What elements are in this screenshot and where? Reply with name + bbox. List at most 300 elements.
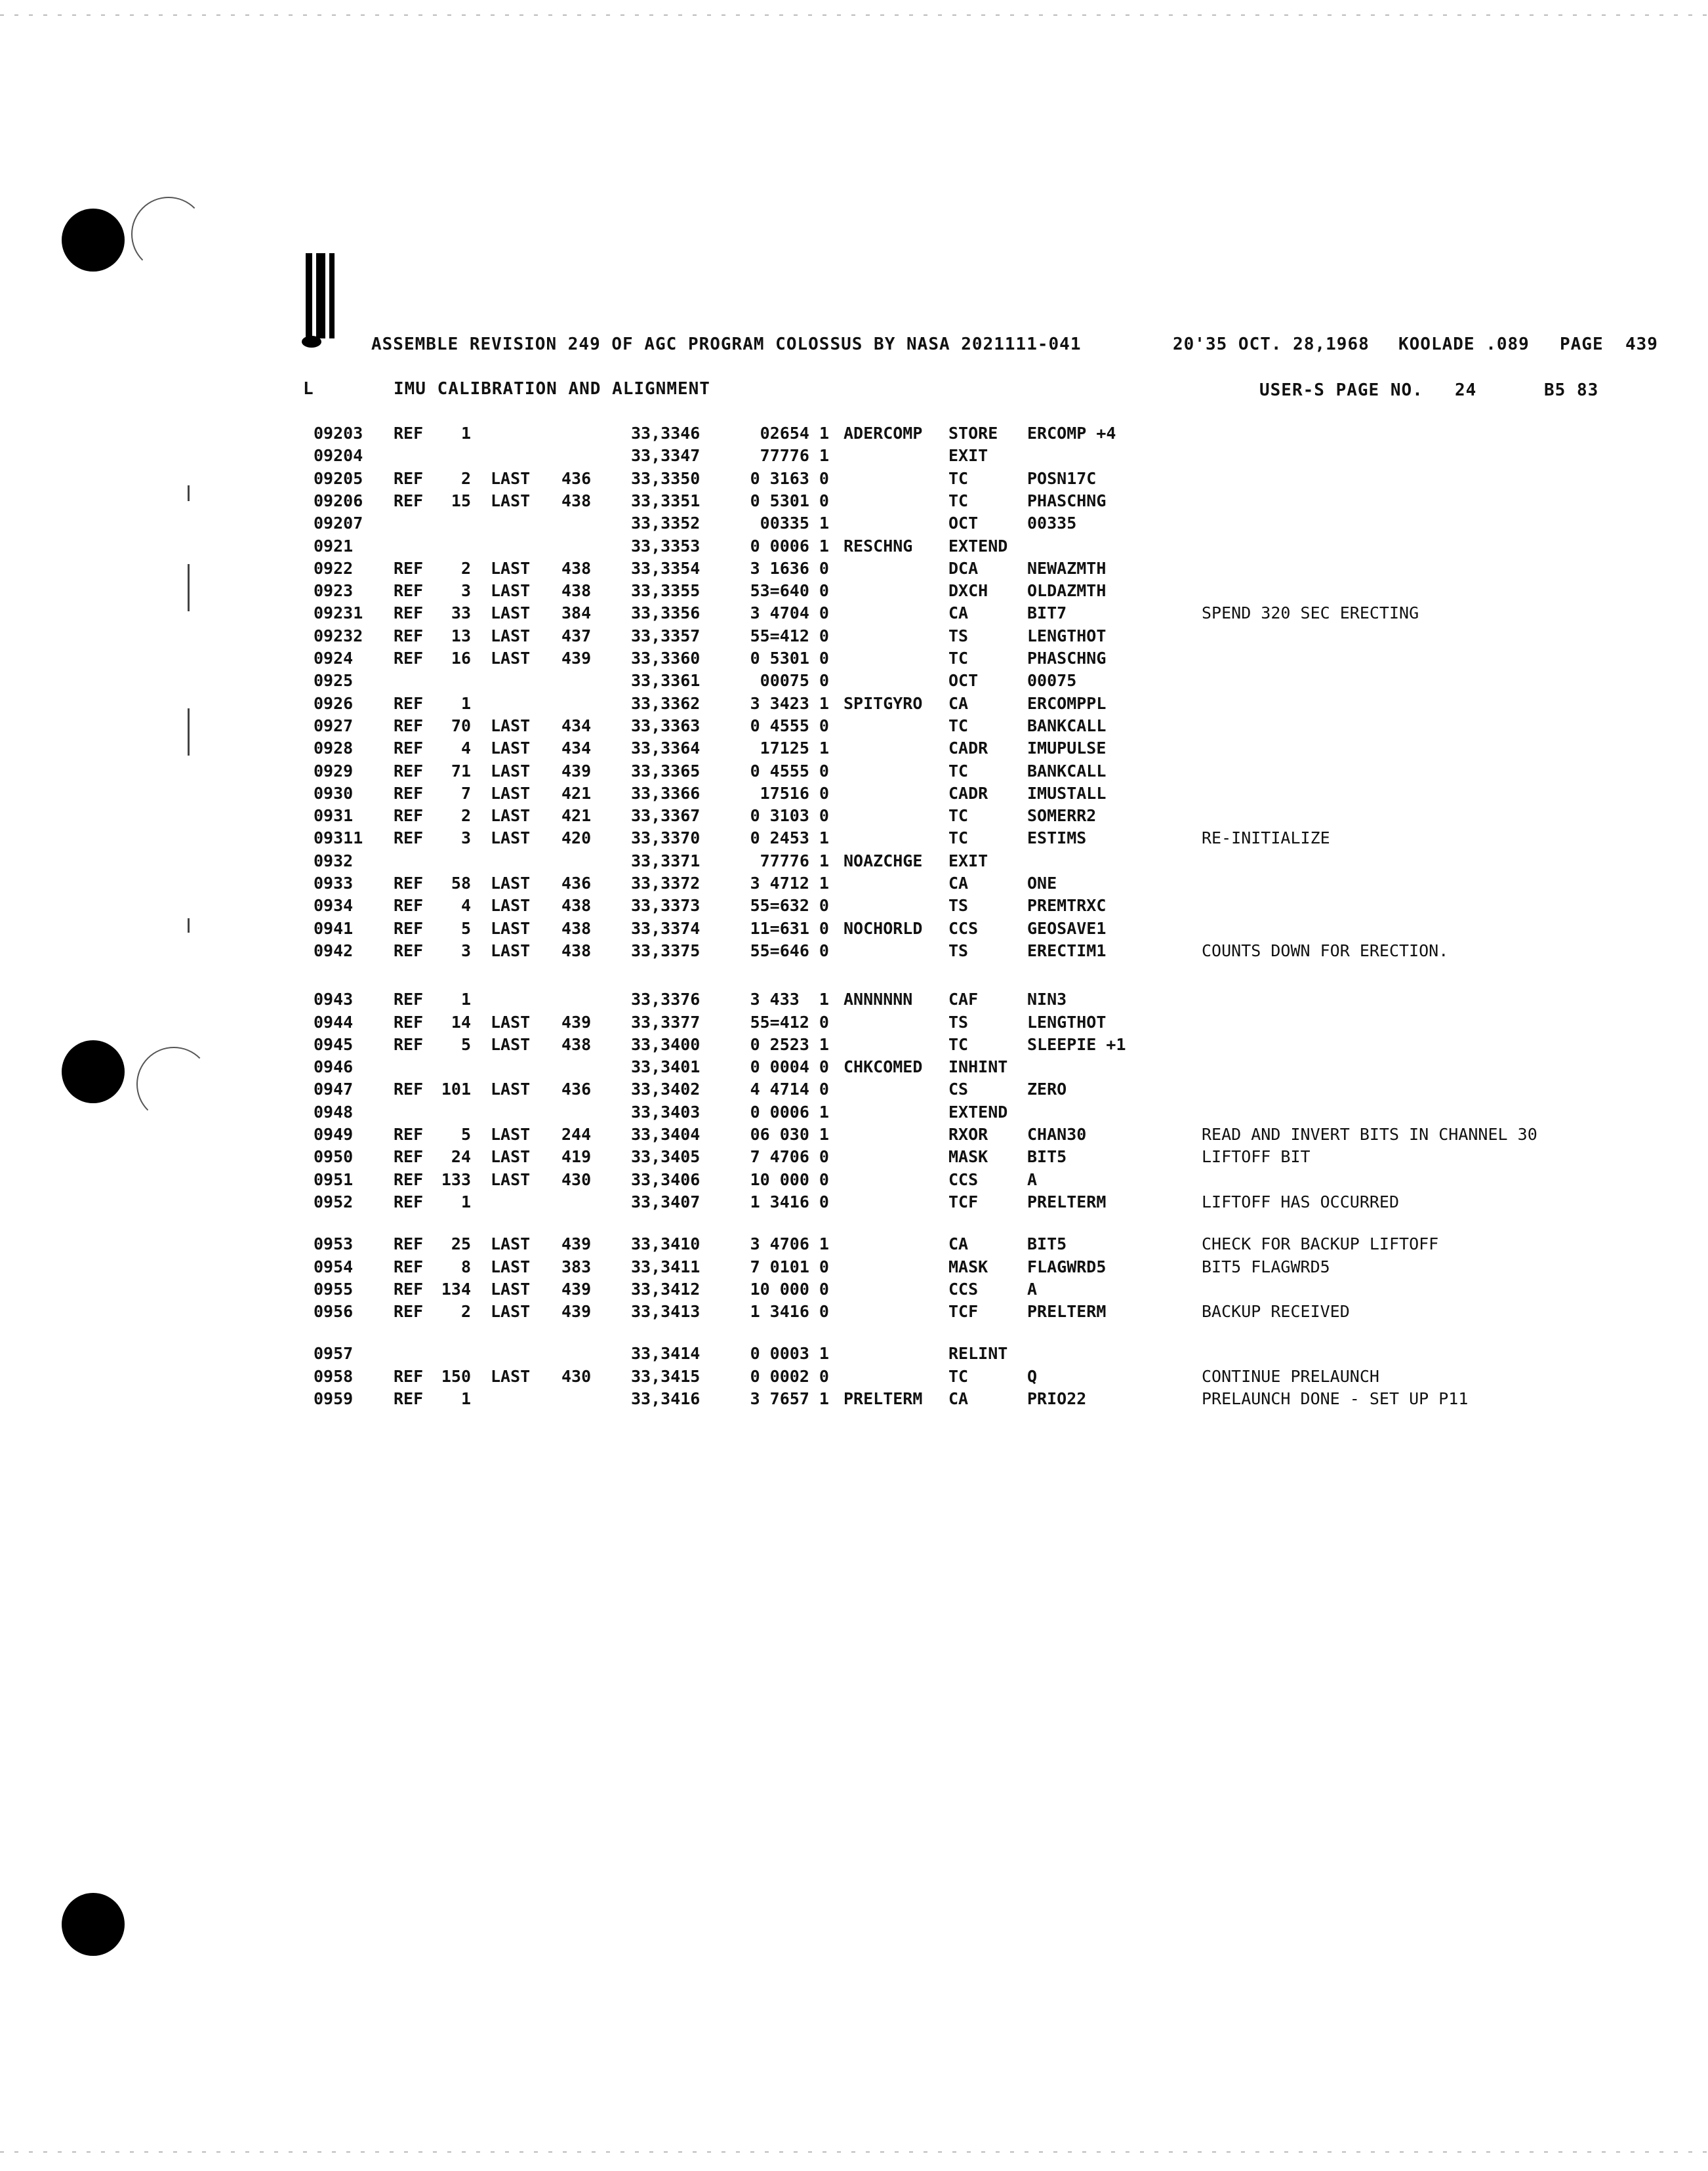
- listing-ref: REF: [394, 716, 424, 735]
- listing-addr: 33,3406: [631, 1169, 701, 1189]
- listing-word: 11=631 0: [750, 918, 829, 938]
- listing-op: INHINT: [948, 1057, 1008, 1077]
- listing-seq: 09206: [314, 491, 363, 510]
- listing-label: NOAZCHGE: [844, 851, 923, 870]
- listing-word: 0 0006 1: [750, 536, 829, 556]
- section-title: IMU CALIBRATION AND ALIGNMENT: [394, 379, 710, 399]
- listing-operand: 00075: [1027, 671, 1077, 691]
- listing-op: CCS: [948, 1279, 979, 1299]
- listing-last: LAST: [491, 1257, 531, 1276]
- listing-op: CA: [948, 693, 969, 713]
- listing-row: [0, 941, 1708, 964]
- header-datetime: 20'35 OCT. 28,1968: [1173, 335, 1370, 354]
- listing-op: EXTEND: [948, 1102, 1008, 1122]
- listing-word: 3 433 1: [750, 990, 829, 1009]
- listing-row: [0, 603, 1708, 626]
- listing-refn: 2: [460, 468, 471, 488]
- listing-refn: 3: [460, 828, 471, 848]
- listing-refn: 134: [441, 1279, 471, 1299]
- listing-last: LAST: [491, 626, 531, 645]
- listing-ref: REF: [394, 626, 424, 645]
- listing-op: TC: [948, 761, 969, 781]
- listing-last: LAST: [491, 1080, 531, 1099]
- listing-last: LAST: [491, 558, 531, 578]
- listing-word: 77776 1: [760, 446, 829, 466]
- listing-lastn: 439: [561, 649, 592, 668]
- listing-word: 00075 0: [760, 671, 829, 691]
- listing-op: TS: [948, 941, 969, 960]
- listing-word: 10 000 0: [750, 1279, 829, 1299]
- listing-op: TC: [948, 806, 969, 826]
- listing-row: [0, 896, 1708, 918]
- listing-op: DXCH: [948, 581, 988, 601]
- listing-seq: 0946: [314, 1057, 354, 1077]
- listing-lastn: 421: [561, 806, 592, 826]
- listing-operand: CHAN30: [1027, 1125, 1087, 1144]
- listing-operand: ERCOMP +4: [1027, 424, 1116, 443]
- listing-last: LAST: [491, 1302, 531, 1322]
- listing-ref: REF: [394, 874, 424, 893]
- listing-comment: CHECK FOR BACKUP LIFTOFF: [1202, 1234, 1439, 1254]
- listing-lastn: 438: [561, 491, 592, 510]
- listing-word: 7 4706 0: [750, 1147, 829, 1167]
- listing-operand: ONE: [1027, 874, 1057, 893]
- header-code: B5 83: [1544, 380, 1599, 400]
- listing-op: DCA: [948, 558, 979, 578]
- listing-op: TC: [948, 1366, 969, 1386]
- listing-addr: 33,3373: [631, 896, 701, 916]
- listing-addr: 33,3377: [631, 1012, 701, 1032]
- listing-refn: 14: [451, 1012, 471, 1032]
- listing-op: CA: [948, 603, 969, 623]
- listing-addr: 33,3347: [631, 446, 701, 466]
- listing-operand: NIN3: [1027, 990, 1067, 1009]
- listing-row: [0, 581, 1708, 603]
- listing-word: 0 0003 1: [750, 1344, 829, 1364]
- listing-word: 06 030 1: [750, 1125, 829, 1144]
- listing-word: 0 3103 0: [750, 806, 829, 826]
- listing-seq: 0933: [314, 874, 354, 893]
- listing-lastn: 419: [561, 1147, 592, 1167]
- listing-ref: REF: [394, 783, 424, 803]
- listing-row: [0, 626, 1708, 649]
- listing-ref: REF: [394, 828, 424, 848]
- listing-last: LAST: [491, 1169, 531, 1189]
- listing-seq: 0959: [314, 1389, 354, 1408]
- listing-op: CADR: [948, 783, 988, 803]
- listing-last: LAST: [491, 761, 531, 781]
- listing-operand: PRELTERM: [1027, 1302, 1107, 1322]
- listing-lastn: 439: [561, 1234, 592, 1254]
- listing-refn: 71: [451, 761, 471, 781]
- listing-addr: 33,3413: [631, 1302, 701, 1322]
- listing-ref: REF: [394, 603, 424, 623]
- listing-op: TCF: [948, 1192, 979, 1211]
- listing-last: LAST: [491, 581, 531, 601]
- listing-op: CS: [948, 1080, 969, 1099]
- listing-seq: 0929: [314, 761, 354, 781]
- listing-operand: PREMTRXC: [1027, 896, 1107, 916]
- listing-row: [0, 671, 1708, 693]
- listing-op: RXOR: [948, 1125, 988, 1144]
- listing-lastn: 383: [561, 1257, 592, 1276]
- listing-operand: A: [1027, 1279, 1038, 1299]
- listing-operand: BIT5: [1027, 1147, 1067, 1167]
- listing-lastn: 437: [561, 626, 592, 645]
- listing-seq: 0931: [314, 806, 354, 826]
- listing-addr: 33,3412: [631, 1279, 701, 1299]
- listing-seq: 0949: [314, 1125, 354, 1144]
- listing-row: [0, 1125, 1708, 1147]
- listing-operand: PHASCHNG: [1027, 491, 1107, 510]
- listing-addr: 33,3374: [631, 918, 701, 938]
- listing-addr: 33,3416: [631, 1389, 701, 1408]
- listing-row: [0, 874, 1708, 896]
- listing-last: LAST: [491, 716, 531, 735]
- listing-last: LAST: [491, 1366, 531, 1386]
- listing-ref: REF: [394, 918, 424, 938]
- listing-label: CHKCOMED: [844, 1057, 923, 1077]
- listing-lastn: 430: [561, 1169, 592, 1189]
- listing-ref: REF: [394, 806, 424, 826]
- listing-operand: ZERO: [1027, 1080, 1067, 1099]
- listing-lastn: 436: [561, 468, 592, 488]
- listing-seq: 09311: [314, 828, 363, 848]
- listing-seq: 0954: [314, 1257, 354, 1276]
- listing-addr: 33,3410: [631, 1234, 701, 1254]
- listing-operand: GEOSAVE1: [1027, 918, 1107, 938]
- listing-lastn: 438: [561, 896, 592, 916]
- listing-lastn: 434: [561, 739, 592, 758]
- listing-operand: Q: [1027, 1366, 1038, 1386]
- listing-addr: 33,3351: [631, 491, 701, 510]
- listing-operand: POSN17C: [1027, 468, 1097, 488]
- listing-addr: 33,3352: [631, 514, 701, 533]
- barcode-mark: [299, 253, 352, 350]
- listing-operand: 00335: [1027, 514, 1077, 533]
- listing-seq: 0921: [314, 536, 354, 556]
- listing-addr: 33,3371: [631, 851, 701, 870]
- listing-operand: PRIO22: [1027, 1389, 1087, 1408]
- listing-lastn: 420: [561, 828, 592, 848]
- listing-refn: 2: [460, 1302, 471, 1322]
- listing-addr: 33,3415: [631, 1366, 701, 1386]
- listing-op: CADR: [948, 739, 988, 758]
- listing-word: 77776 1: [760, 851, 829, 870]
- listing-lastn: 439: [561, 1279, 592, 1299]
- listing-word: 3 4704 0: [750, 603, 829, 623]
- listing-refn: 16: [451, 649, 471, 668]
- listing-operand: BIT7: [1027, 603, 1067, 623]
- listing-row: [0, 1344, 1708, 1366]
- listing-operand: BANKCALL: [1027, 761, 1107, 781]
- listing-comment: BIT5 FLAGWRD5: [1202, 1257, 1330, 1276]
- listing-word: 02654 1: [760, 424, 829, 443]
- listing-last: LAST: [491, 806, 531, 826]
- listing-refn: 2: [460, 806, 471, 826]
- listing-seq: 0957: [314, 1344, 354, 1364]
- listing-comment: CONTINUE PRELAUNCH: [1202, 1366, 1379, 1386]
- listing-operand: ERECTIM1: [1027, 941, 1107, 960]
- listing-word: 55=632 0: [750, 896, 829, 916]
- listing-ref: REF: [394, 941, 424, 960]
- listing-refn: 3: [460, 941, 471, 960]
- listing-refn: 4: [460, 896, 471, 916]
- listing-seq: 09204: [314, 446, 363, 466]
- listing-last: LAST: [491, 1125, 531, 1144]
- listing-op: CA: [948, 874, 969, 893]
- listing-refn: 1: [460, 1192, 471, 1211]
- listing-label: ANNNNNN: [844, 990, 913, 1009]
- listing-addr: 33,3362: [631, 693, 701, 713]
- listing-op: CAF: [948, 990, 979, 1009]
- listing-lastn: 430: [561, 1366, 592, 1386]
- listing-label: ADERCOMP: [844, 424, 923, 443]
- listing-refn: 1: [460, 990, 471, 1009]
- listing-refn: 1: [460, 693, 471, 713]
- listing-word: 3 4712 1: [750, 874, 829, 893]
- listing-last: LAST: [491, 603, 531, 623]
- listing-last: LAST: [491, 1234, 531, 1254]
- listing-row: [0, 851, 1708, 874]
- listing-operand: SOMERR2: [1027, 806, 1097, 826]
- listing-lastn: 438: [561, 941, 592, 960]
- listing-refn: 4: [460, 739, 471, 758]
- listing-operand: ESTIMS: [1027, 828, 1087, 848]
- listing-row: [0, 491, 1708, 514]
- listing-row: [0, 1057, 1708, 1080]
- listing-word: 1 3416 0: [750, 1192, 829, 1211]
- listing-last: LAST: [491, 941, 531, 960]
- listing-op: EXTEND: [948, 536, 1008, 556]
- listing-ref: REF: [394, 761, 424, 781]
- listing-word: 1 3416 0: [750, 1302, 829, 1322]
- listing-label: NOCHORLD: [844, 918, 923, 938]
- listing-last: LAST: [491, 828, 531, 848]
- listing-row: [0, 1080, 1708, 1102]
- listing-row: [0, 424, 1708, 446]
- listing-lastn: 244: [561, 1125, 592, 1144]
- listing-addr: 33,3354: [631, 558, 701, 578]
- listing-refn: 1: [460, 1389, 471, 1408]
- listing-lastn: 438: [561, 918, 592, 938]
- listing-refn: 25: [451, 1234, 471, 1254]
- listing-op: TC: [948, 491, 969, 510]
- listing-last: LAST: [491, 918, 531, 938]
- listing-row: [0, 716, 1708, 739]
- listing-ref: REF: [394, 1034, 424, 1054]
- listing-ref: REF: [394, 1080, 424, 1099]
- listing-addr: 33,3356: [631, 603, 701, 623]
- listing-seq: 09232: [314, 626, 363, 645]
- header-user: KOOLADE .089: [1398, 335, 1530, 354]
- listing-word: 55=646 0: [750, 941, 829, 960]
- listing-refn: 133: [441, 1169, 471, 1189]
- listing-lastn: 439: [561, 761, 592, 781]
- listing-addr: 33,3405: [631, 1147, 701, 1167]
- listing-comment: RE-INITIALIZE: [1202, 828, 1330, 848]
- listing-word: 0 3163 0: [750, 468, 829, 488]
- listing-seq: 0923: [314, 581, 354, 601]
- listing-operand: LENGTHOT: [1027, 1012, 1107, 1032]
- listing-addr: 33,3350: [631, 468, 701, 488]
- listing-row: [0, 828, 1708, 851]
- listing-addr: 33,3376: [631, 990, 701, 1009]
- listing-lastn: 436: [561, 1080, 592, 1099]
- listing-word: 3 1636 0: [750, 558, 829, 578]
- header-title: ASSEMBLE REVISION 249 OF AGC PROGRAM COLOSSUS BY NASA 2021111-041: [371, 335, 1082, 354]
- listing-operand: NEWAZMTH: [1027, 558, 1107, 578]
- listing-seq: 0956: [314, 1302, 354, 1322]
- listing-ref: REF: [394, 1279, 424, 1299]
- listing-ref: REF: [394, 491, 424, 510]
- listing-lastn: 438: [561, 581, 592, 601]
- listing-row: [0, 1389, 1708, 1411]
- listing-seq: 0947: [314, 1080, 354, 1099]
- listing-ref: REF: [394, 581, 424, 601]
- listing-op: EXIT: [948, 851, 988, 870]
- listing-lastn: 439: [561, 1012, 592, 1032]
- listing-last: LAST: [491, 491, 531, 510]
- listing-row: [0, 806, 1708, 828]
- listing-row: [0, 1147, 1708, 1169]
- listing-operand: OLDAZMTH: [1027, 581, 1107, 601]
- listing-word: 3 3423 1: [750, 693, 829, 713]
- listing-addr: 33,3365: [631, 761, 701, 781]
- listing-seq: 0926: [314, 693, 354, 713]
- listing-op: MASK: [948, 1147, 988, 1167]
- listing-refn: 5: [460, 1034, 471, 1054]
- listing-word: 0 2453 1: [750, 828, 829, 848]
- listing-ref: REF: [394, 424, 424, 443]
- listing-comment: PRELAUNCH DONE - SET UP P11: [1202, 1389, 1469, 1408]
- listing-last: LAST: [491, 874, 531, 893]
- listing-row: [0, 919, 1708, 941]
- listing-word: 0 5301 0: [750, 649, 829, 668]
- listing-label: SPITGYRO: [844, 693, 923, 713]
- listing-refn: 150: [441, 1366, 471, 1386]
- listing-seq: 0925: [314, 671, 354, 691]
- listing-lastn: 439: [561, 1302, 592, 1322]
- listing-word: 3 7657 1: [750, 1389, 829, 1408]
- listing-word: 00335 1: [760, 514, 829, 533]
- listing-op: TS: [948, 626, 969, 645]
- listing-row: [0, 1170, 1708, 1192]
- listing-addr: 33,3401: [631, 1057, 701, 1077]
- listing-word: 17516 0: [760, 783, 829, 803]
- listing-addr: 33,3400: [631, 1034, 701, 1054]
- listing-operand: A: [1027, 1169, 1038, 1189]
- listing-ref: REF: [394, 649, 424, 668]
- listing-operand: IMUSTALL: [1027, 783, 1107, 803]
- listing-addr: 33,3402: [631, 1080, 701, 1099]
- listing-word: 17125 1: [760, 739, 829, 758]
- listing-addr: 33,3364: [631, 739, 701, 758]
- listing-ref: REF: [394, 693, 424, 713]
- listing-operand: BANKCALL: [1027, 716, 1107, 735]
- listing-lastn: 434: [561, 716, 592, 735]
- listing-row: [0, 694, 1708, 716]
- listing-word: 10 000 0: [750, 1169, 829, 1189]
- listing-seq: 0927: [314, 716, 354, 735]
- listing-seq: 0943: [314, 990, 354, 1009]
- listing-addr: 33,3372: [631, 874, 701, 893]
- listing-last: LAST: [491, 739, 531, 758]
- listing-last: LAST: [491, 1034, 531, 1054]
- listing-ref: REF: [394, 1147, 424, 1167]
- listing-comment: READ AND INVERT BITS IN CHANNEL 30: [1202, 1125, 1537, 1144]
- listing-seq: 0928: [314, 739, 354, 758]
- listing-row: [0, 1257, 1708, 1280]
- listing-seq: 0952: [314, 1192, 354, 1211]
- listing-addr: 33,3404: [631, 1125, 701, 1144]
- listing-ref: REF: [394, 1234, 424, 1254]
- punch-hole-top: [62, 209, 125, 272]
- listing-seq: 0955: [314, 1279, 354, 1299]
- listing-refn: 24: [451, 1147, 471, 1167]
- listing-row: [0, 1013, 1708, 1035]
- listing-op: CA: [948, 1389, 969, 1408]
- listing-operand: IMUPULSE: [1027, 739, 1107, 758]
- listing-word: 7 0101 0: [750, 1257, 829, 1276]
- listing-addr: 33,3346: [631, 424, 701, 443]
- listing-seq: 0945: [314, 1034, 354, 1054]
- listing-op: MASK: [948, 1257, 988, 1276]
- listing-row: [0, 1192, 1708, 1215]
- listing-addr: 33,3355: [631, 581, 701, 601]
- listing-seq: 0950: [314, 1147, 354, 1167]
- listing-operand: LENGTHOT: [1027, 626, 1107, 645]
- listing-seq: 0948: [314, 1102, 354, 1122]
- listing-row: [0, 1103, 1708, 1125]
- listing-operand: PRELTERM: [1027, 1192, 1107, 1211]
- listing-label: RESCHNG: [844, 536, 913, 556]
- listing-ref: REF: [394, 990, 424, 1009]
- listing-seq: 0958: [314, 1366, 354, 1386]
- listing-row: [0, 1234, 1708, 1257]
- listing-addr: 33,3360: [631, 649, 701, 668]
- listing-row: [0, 649, 1708, 671]
- listing-lastn: 436: [561, 874, 592, 893]
- listing-addr: 33,3411: [631, 1257, 701, 1276]
- listing-addr: 33,3361: [631, 671, 701, 691]
- listing-ref: REF: [394, 1125, 424, 1144]
- listing-addr: 33,3375: [631, 941, 701, 960]
- listing-row: [0, 1280, 1708, 1302]
- listing-addr: 33,3363: [631, 716, 701, 735]
- listing-refn: 8: [460, 1257, 471, 1276]
- listing-last: LAST: [491, 1279, 531, 1299]
- listing-op: EXIT: [948, 446, 988, 466]
- listing-seq: 0941: [314, 918, 354, 938]
- listing-op: TC: [948, 649, 969, 668]
- listing-comment: SPEND 320 SEC ERECTING: [1202, 603, 1419, 623]
- listing-refn: 2: [460, 558, 471, 578]
- user-page-label: USER-S PAGE NO.: [1259, 380, 1423, 400]
- listing-op: TCF: [948, 1302, 979, 1322]
- listing-last: LAST: [491, 1147, 531, 1167]
- listing-last: LAST: [491, 649, 531, 668]
- listing-row: [0, 739, 1708, 761]
- punch-hole-ring-top: [131, 197, 206, 272]
- listing-row: [0, 469, 1708, 491]
- header-page-number: 439: [1625, 335, 1658, 354]
- listing-label: PRELTERM: [844, 1389, 923, 1408]
- listing-refn: 3: [460, 581, 471, 601]
- listing-ref: REF: [394, 1169, 424, 1189]
- listing-seq: 0944: [314, 1012, 354, 1032]
- listing-row: [0, 1035, 1708, 1057]
